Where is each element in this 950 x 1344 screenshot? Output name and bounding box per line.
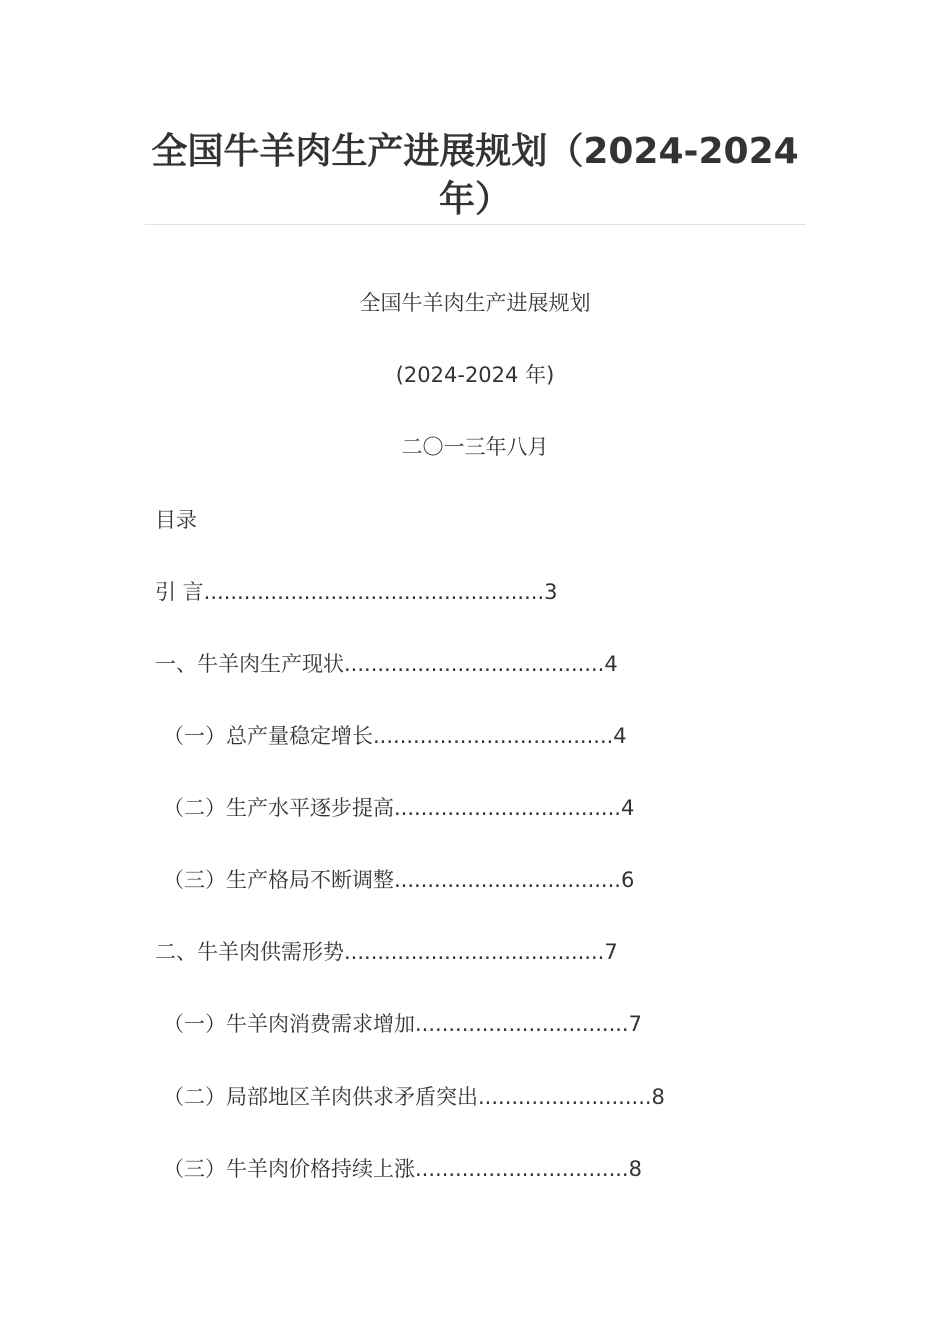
toc-entry-section-1[interactable]: 一、牛羊肉生产现状.......................................4	[155, 652, 618, 676]
toc-entry-section-2-2[interactable]: （二）局部地区羊肉供求矛盾突出..........................8	[163, 1085, 665, 1109]
title-divider	[145, 224, 806, 225]
toc-heading: 目录	[155, 508, 197, 532]
toc-entry-section-1-3[interactable]: （三）生产格局不断调整..................................6	[163, 868, 635, 892]
toc-entry-section-1-1[interactable]: （一）总产量稳定增长....................................4	[163, 724, 627, 748]
toc-entry-intro[interactable]: 引 言...................................................3	[155, 580, 558, 604]
toc-entry-section-2-1[interactable]: （一）牛羊肉消费需求增加................................7	[163, 1012, 642, 1036]
cover-heading: 全国牛羊肉生产进展规划	[359, 291, 591, 315]
cover-period: (2024-2024 年)	[395, 363, 555, 387]
document-title: 全国牛羊肉生产进展规划（2024-2024年）	[151, 131, 799, 220]
toc-entry-section-2[interactable]: 二、牛羊肉供需形势.......................................7	[155, 940, 618, 964]
toc-entry-section-2-3[interactable]: （三）牛羊肉价格持续上涨................................8	[163, 1157, 642, 1181]
toc-entry-section-1-2[interactable]: （二）生产水平逐步提高..................................4	[163, 796, 635, 820]
cover-date: 二〇一三年八月	[401, 435, 549, 459]
